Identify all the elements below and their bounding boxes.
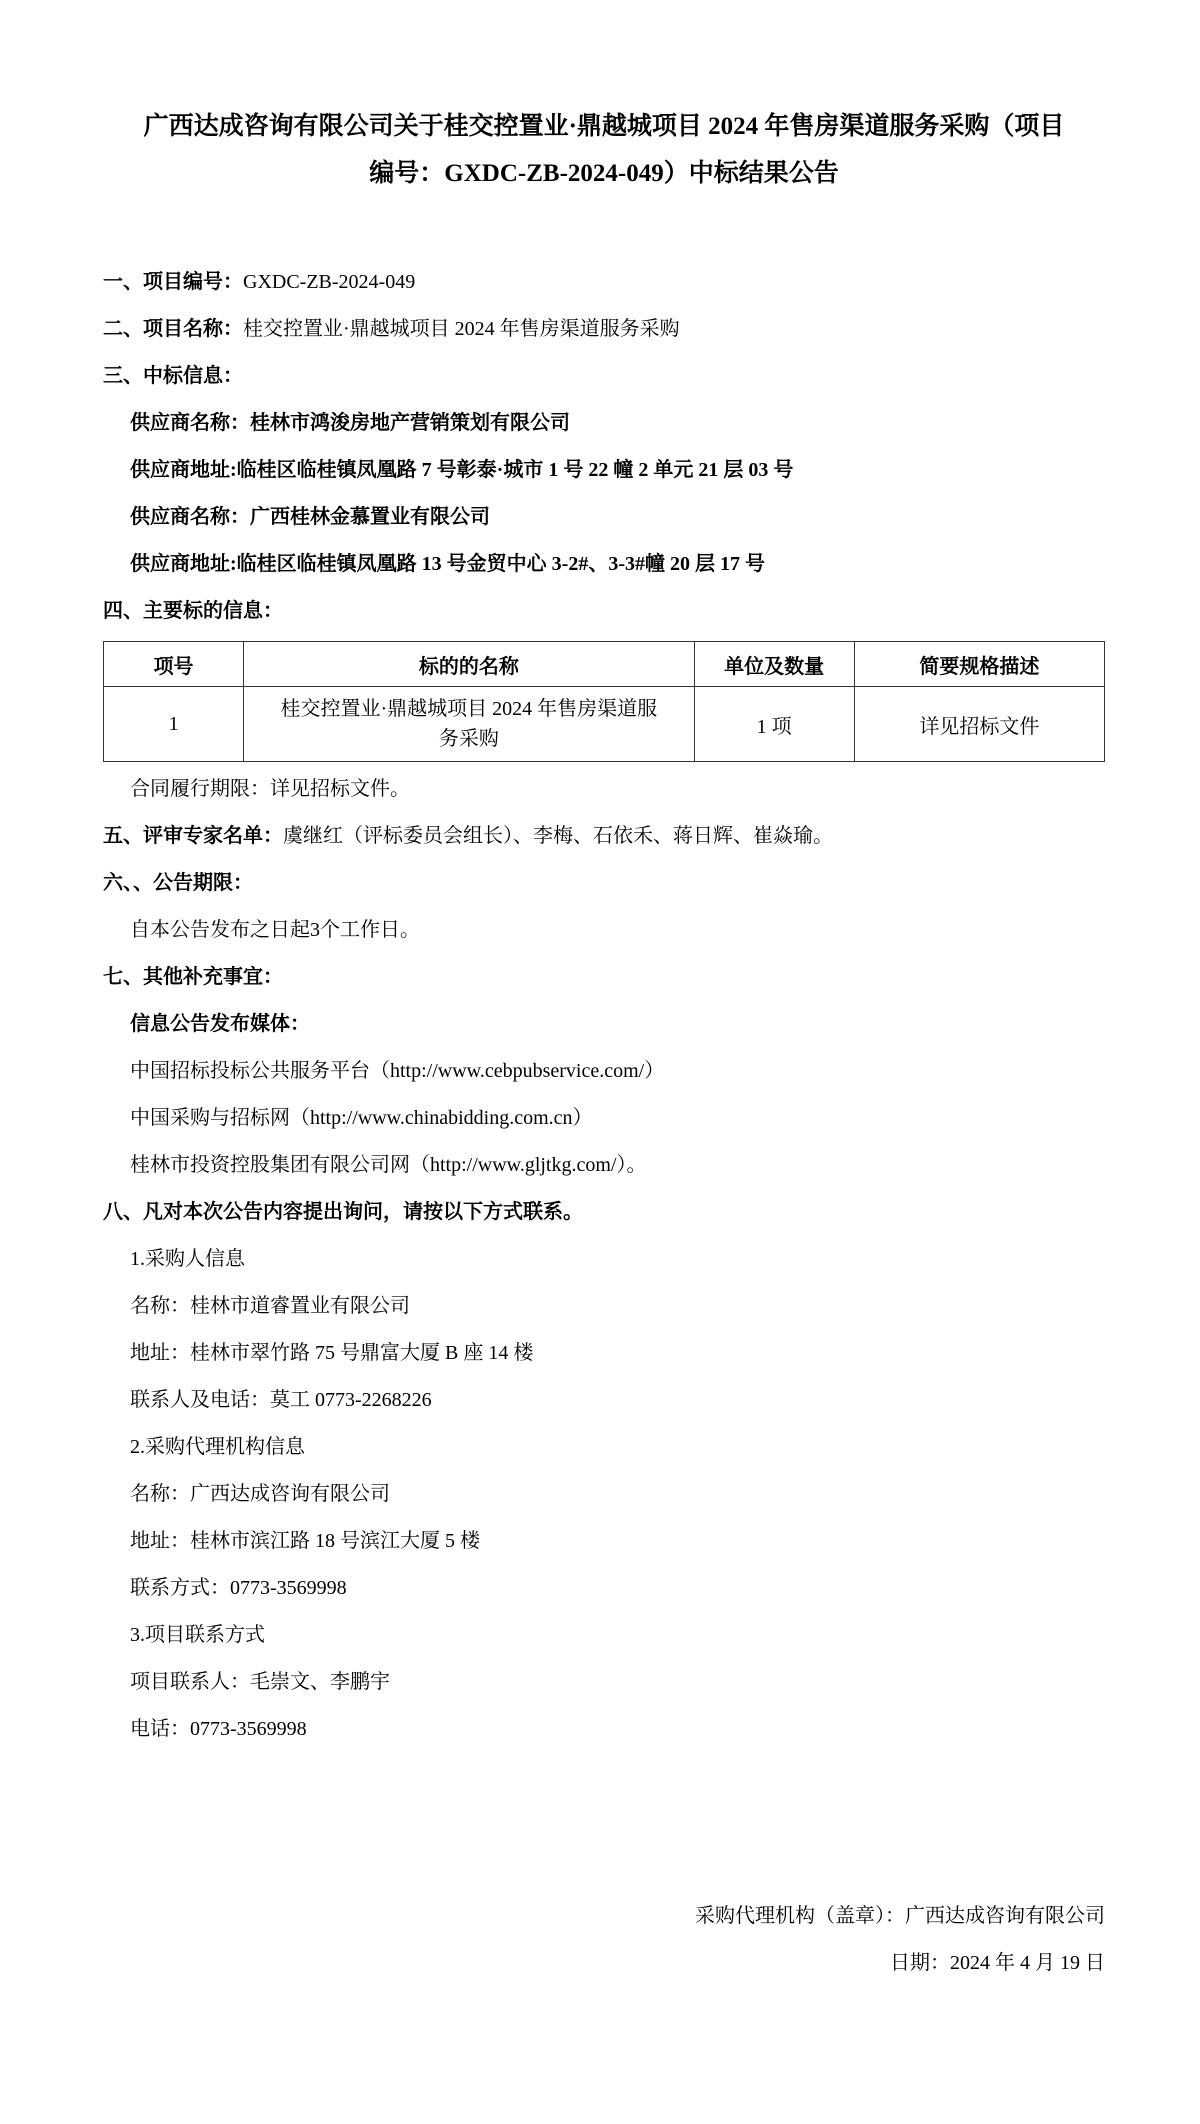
section-project-number xyxy=(103,259,1105,306)
media-item-cebpubservice: 中国招标投标公共服务平台（http://www.cebpubservice.com/） xyxy=(130,1060,665,1082)
subject-info-table xyxy=(103,641,1105,762)
footer-date-line: 日期：2024 年 4 月 19 日 xyxy=(890,1952,1105,1974)
table-cell-item-no: 1 xyxy=(104,687,244,762)
purchaser-name-line: 名称：桂林市道睿置业有限公司 xyxy=(130,1295,410,1317)
project-contact-heading: 3.项目联系方式 xyxy=(130,1624,265,1646)
section-other-matters-heading: 七、其他补充事宜： xyxy=(103,966,283,988)
section-experts xyxy=(103,813,1105,860)
media-heading: 信息公告发布媒体： xyxy=(130,1013,310,1035)
agency-name-line: 名称：广西达成咨询有限公司 xyxy=(130,1483,390,1505)
document-title xyxy=(103,103,1105,197)
supplier2-address-line: 供应商地址:临桂区临桂镇凤凰路 13 号金贸中心 3-2#、3-3#幢 20 层 17 号 xyxy=(130,553,765,575)
section-project-name xyxy=(103,306,1105,353)
project-contacts-line: 项目联系人：毛崇文、李鹏宇 xyxy=(130,1671,390,1693)
supplier1-name-line: 供应商名称：桂林市鸿浚房地产营销策划有限公司 xyxy=(130,412,570,434)
table-header-unit-qty: 单位及数量 xyxy=(694,642,854,687)
purchaser-address-line: 地址：桂林市翠竹路 75 号鼎富大厦 B 座 14 楼 xyxy=(130,1342,534,1364)
table-header-row xyxy=(104,642,1105,687)
project-number-value: GXDC-ZB-2024-049 xyxy=(243,271,416,293)
experts-value: 虞继红（评标委员会组长）、李梅、石依禾、蒋日辉、崔焱瑜。 xyxy=(283,825,833,847)
table-header-spec: 简要规格描述 xyxy=(854,642,1104,687)
document-title-line1: 广西达成咨询有限公司关于桂交控置业·鼎越城项目 2024 年售房渠道服务采购（项目 xyxy=(143,113,1065,140)
document-body xyxy=(103,259,1105,1987)
section-award-info-heading: 三、中标信息： xyxy=(103,365,243,387)
table-cell-unit-qty: 1 项 xyxy=(694,687,854,762)
purchaser-contact-line: 联系人及电话：莫工 0773-2268226 xyxy=(130,1389,432,1411)
section-main-subject-heading: 四、主要标的信息： xyxy=(103,600,283,622)
media-item-gljtkg: 桂林市投资控股集团有限公司网（http://www.gljtkg.com/）。 xyxy=(130,1154,647,1176)
project-name-value: 桂交控置业·鼎越城项目 2024 年售房渠道服务采购 xyxy=(243,318,680,340)
supplier1-address-line: 供应商地址:临桂区临桂镇凤凰路 7 号彰泰·城市 1 号 22 幢 2 单元 21 层 03 号 xyxy=(130,459,794,481)
section-inquiry-heading: 八、凡对本次公告内容提出询问，请按以下方式联系。 xyxy=(103,1201,583,1223)
experts-label: 五、评审专家名单： xyxy=(103,825,283,847)
document-title-line2: 编号：GXDC-ZB-2024-049）中标结果公告 xyxy=(369,160,839,187)
table-header-subject-name: 标的的名称 xyxy=(244,642,694,687)
purchaser-info-heading: 1.采购人信息 xyxy=(130,1248,245,1270)
section-announcement-period-heading: 六、、公告期限： xyxy=(103,872,253,894)
table-cell-spec: 详见招标文件 xyxy=(854,687,1104,762)
agency-address-line: 地址：桂林市滨江路 18 号滨江大厦 5 楼 xyxy=(130,1530,480,1552)
agency-info-heading: 2.采购代理机构信息 xyxy=(130,1436,305,1458)
project-name-label: 二、项目名称： xyxy=(103,318,243,340)
table-cell-subject-name: 桂交控置业·鼎越城项目 2024 年售房渠道服务采购 xyxy=(244,687,694,762)
contract-period-line: 合同履行期限：详见招标文件。 xyxy=(130,778,410,800)
announcement-period-text: 自本公告发布之日起3个工作日。 xyxy=(130,919,420,941)
project-number-label: 一、项目编号： xyxy=(103,271,243,293)
agency-contact-line: 联系方式：0773-3569998 xyxy=(130,1577,347,1599)
document-footer xyxy=(103,1893,1105,1987)
supplier2-name-line: 供应商名称：广西桂林金慕置业有限公司 xyxy=(130,506,490,528)
project-phone-line: 电话：0773-3569998 xyxy=(130,1718,307,1740)
footer-agency-seal-line: 采购代理机构（盖章）：广西达成咨询有限公司 xyxy=(695,1905,1105,1927)
media-item-chinabidding: 中国采购与招标网（http://www.chinabidding.com.cn） xyxy=(130,1107,593,1129)
table-header-item-no: 项号 xyxy=(104,642,244,687)
table-row xyxy=(104,687,1105,762)
